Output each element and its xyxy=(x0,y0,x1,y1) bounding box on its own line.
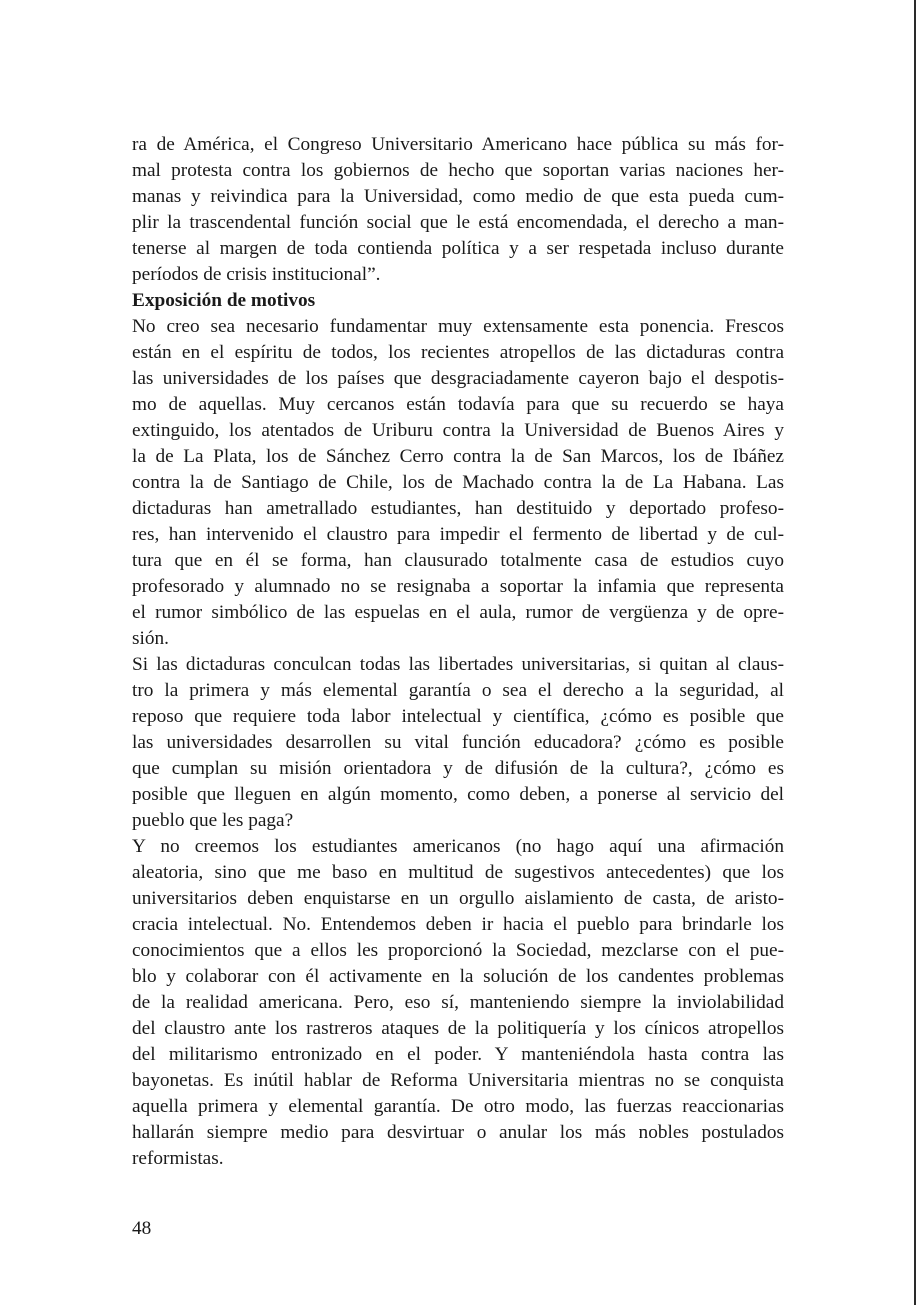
text-line: de la realidad americana. Pero, eso sí, manteniendo siempre la inviolabilidad xyxy=(132,992,784,1013)
page-number: 48 xyxy=(132,1218,152,1239)
text-line: cracia intelectual. No. Entendemos deben ir hacia el pueblo para brindarle los xyxy=(132,914,784,935)
text-line: están en el espíritu de todos, los recientes atropellos de las dictaduras contra xyxy=(132,342,784,363)
text-line: profesorado y alumnado no se resignaba a soportar la infamia que representa xyxy=(132,576,784,597)
text-line: res, han intervenido el claustro para impedir el fermento de libertad y de cul- xyxy=(132,524,784,545)
text-line: manas y reivindica para la Universidad, como medio de que esta pueda cum- xyxy=(132,186,784,207)
text-line: tenerse al margen de toda contienda política y a ser respetada incluso durante xyxy=(132,238,784,259)
text-line: blo y colaborar con él activamente en la solución de los candentes problemas xyxy=(132,966,784,987)
text-line: las universidades de los países que desgraciadamente cayeron bajo el despotis- xyxy=(132,368,784,389)
text-line: del militarismo entronizado en el poder. Y manteniéndola hasta contra las xyxy=(132,1044,784,1065)
text-line: contra la de Santiago de Chile, los de Machado contra la de La Habana. Las xyxy=(132,472,784,493)
text-line: que cumplan su misión orientadora y de difusión de la cultura?, ¿cómo es xyxy=(132,758,784,779)
text-line: la de La Plata, los de Sánchez Cerro contra la de San Marcos, los de Ibáñez xyxy=(132,446,784,467)
text-line: mal protesta contra los gobiernos de hecho que soportan varias naciones her- xyxy=(132,160,784,181)
text-line: No creo sea necesario fundamentar muy extensamente esta ponencia. Frescos xyxy=(132,316,784,337)
text-line: hallarán siempre medio para desvirtuar o anular los más nobles postulados xyxy=(132,1122,784,1143)
text-line: bayonetas. Es inútil hablar de Reforma Universitaria mientras no se conquista xyxy=(132,1070,784,1091)
text-line: tro la primera y más elemental garantía o sea el derecho a la seguridad, al xyxy=(132,680,784,701)
text-line: universitarios deben enquistarse en un orgullo aislamiento de casta, de aristo- xyxy=(132,888,784,909)
text-line: pueblo que les paga? xyxy=(132,810,294,831)
text-line: dictaduras han ametrallado estudiantes, han destituido y deportado profeso- xyxy=(132,498,784,519)
text-line: mo de aquellas. Muy cercanos están todavía para que su recuerdo se haya xyxy=(132,394,784,415)
section-heading: Exposición de motivos xyxy=(132,290,316,311)
text-line: extinguido, los atentados de Uriburu contra la Universidad de Buenos Aires y xyxy=(132,420,784,441)
text-line: reposo que requiere toda labor intelectual y científica, ¿cómo es posible que xyxy=(132,706,784,727)
text-line: el rumor simbólico de las espuelas en el aula, rumor de vergüenza y de opre- xyxy=(132,602,784,623)
text-line: posible que lleguen en algún momento, como deben, a ponerse al servicio del xyxy=(132,784,784,805)
text-line: plir la trascendental función social que le está encomendada, el derecho a man- xyxy=(132,212,784,233)
body-text xyxy=(132,132,784,1172)
text-line: Si las dictaduras conculcan todas las libertades universitarias, si quitan al claus- xyxy=(132,654,784,675)
text-line: conocimientos que a ellos les proporcionó la Sociedad, mezclarse con el pue- xyxy=(132,940,784,961)
text-line: períodos de crisis institucional”. xyxy=(132,264,381,285)
text-line: aleatoria, sino que me baso en multitud de sugestivos antecedentes) que los xyxy=(132,862,784,883)
text-line: ra de América, el Congreso Universitario Americano hace pública su más for- xyxy=(132,134,784,155)
text-line: aquella primera y elemental garantía. De otro modo, las fuerzas reaccionarias xyxy=(132,1096,784,1117)
text-line: Y no creemos los estudiantes americanos (no hago aquí una afirmación xyxy=(132,836,784,857)
text-line: reformistas. xyxy=(132,1148,224,1169)
text-line: del claustro ante los rastreros ataques de la politiquería y los cínicos atropellos xyxy=(132,1018,784,1039)
text-line: tura que en él se forma, han clausurado totalmente casa de estudios cuyo xyxy=(132,550,784,571)
text-line: las universidades desarrollen su vital función educadora? ¿cómo es posible xyxy=(132,732,784,753)
text-line: sión. xyxy=(132,628,169,649)
